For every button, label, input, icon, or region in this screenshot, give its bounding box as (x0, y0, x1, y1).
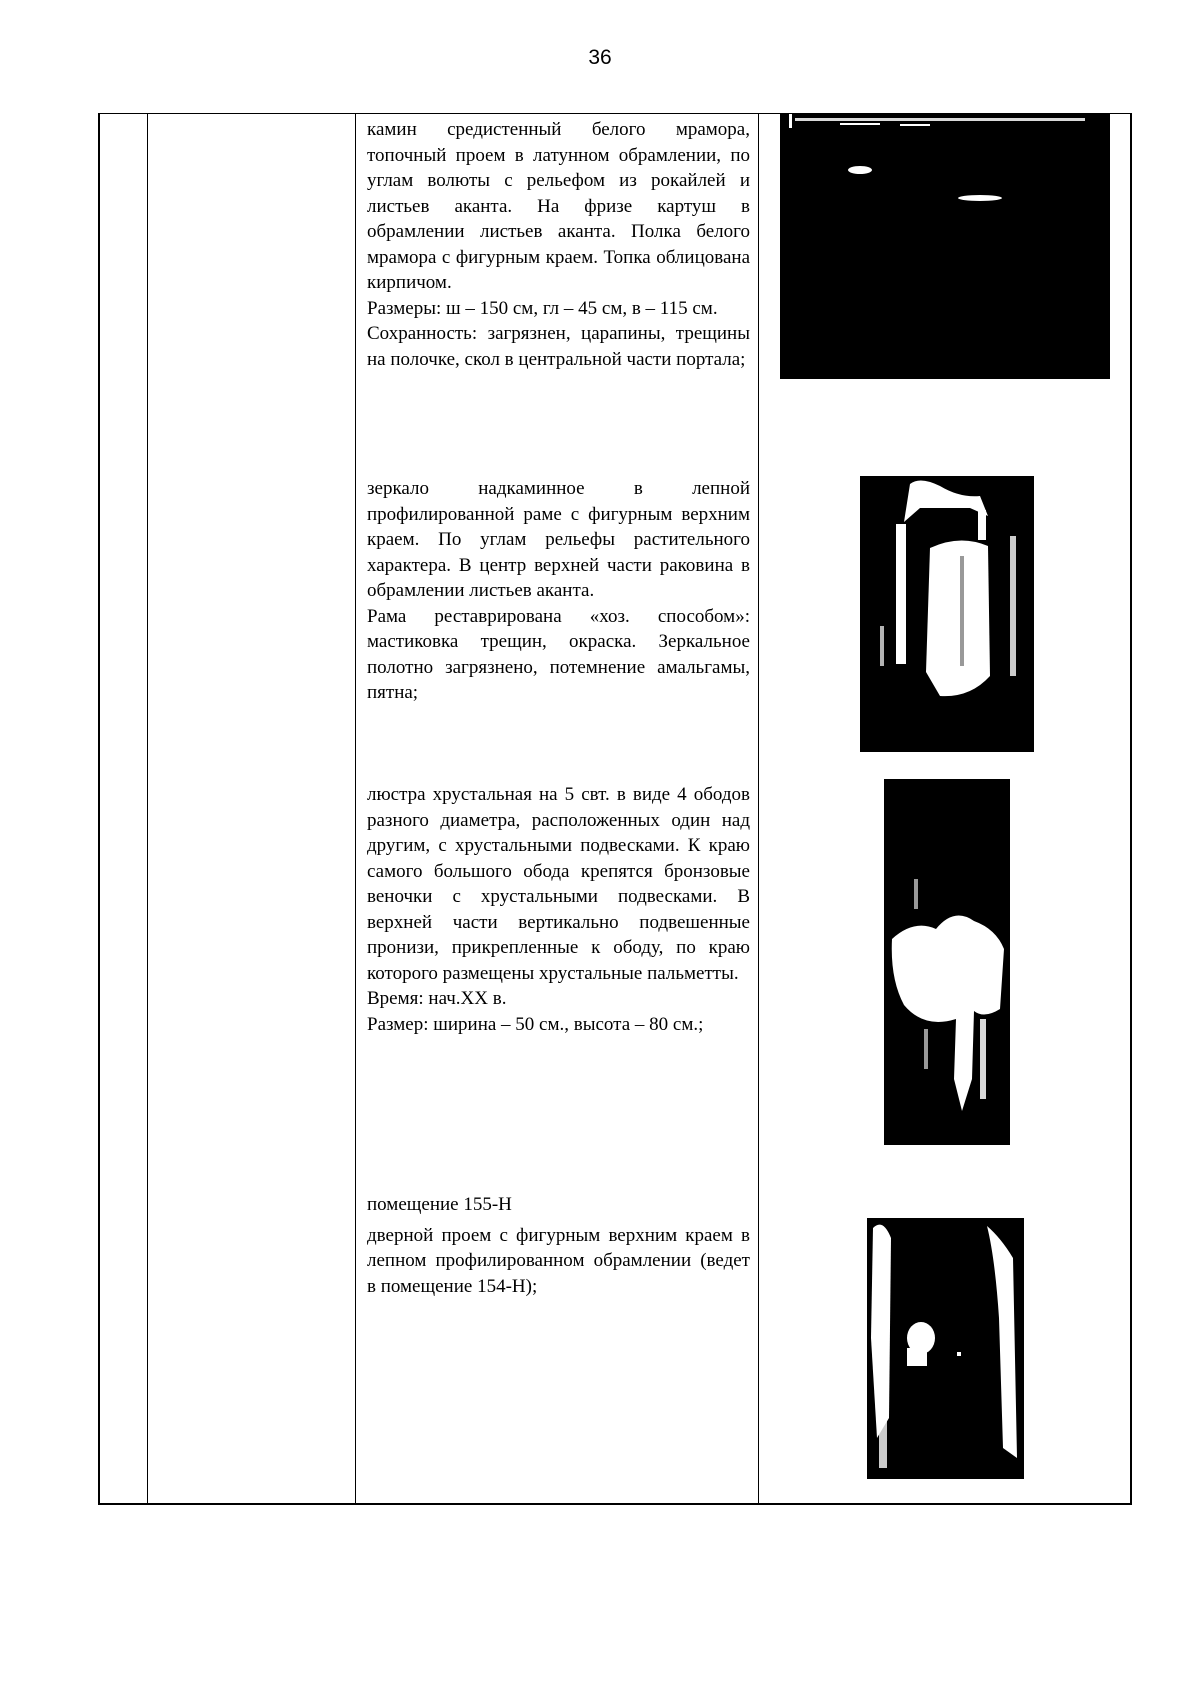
doorway-photo (867, 1218, 1024, 1479)
page-number: 36 (588, 46, 612, 69)
description-paragraph: Рама реставрирована «хоз. способом»: мастиковка трещин, окраска. Зеркальное полотно загрязнено, потемнение амальгамы, пятна; (367, 605, 750, 703)
table-border-left (98, 113, 100, 1505)
description-paragraph: камин средистенный белого мрамора, топочный проем в латунном обрамлении, по углам волюты с рельефом из рокайлей и листьев аканта. На фризе картуш в обрамлении листьев аканта. Полка белого мрамора с фигурным краем. Топка облицована кирпичом. (367, 119, 750, 293)
description-paragraph: Размеры: ш – 150 см, гл – 45 см, в – 115 см. (367, 297, 718, 319)
table-column-divider (758, 113, 759, 1505)
table-border-right (1130, 113, 1132, 1505)
entry-description (367, 476, 750, 706)
table-column-divider (147, 113, 148, 1505)
description-paragraph: дверной проем с фигурным верхним краем в лепном профилированном обрамлении (ведет в помещение 154-Н); (367, 1224, 750, 1297)
room-label: помещение 155-Н (367, 1194, 512, 1215)
entry-description (367, 782, 750, 1037)
chandelier-photo (884, 779, 1010, 1145)
fireplace-photo (780, 114, 1110, 379)
description-paragraph: Сохранность: загрязнен, царапины, трещины на полочке, скол в центральной части портала; (367, 323, 750, 370)
description-paragraph: люстра хрустальная на 5 свт. в виде 4 ободов разного диаметра, расположенных один над другим, с хрустальными подвесками. К краю самого большого обода крепятся бронзовые веночки с хрустальными подвесками. В верхней части вертикально подвешенные пронизи, прикрепленные к ободу, по краю которого размещены хрустальные пальметты. (367, 784, 750, 984)
description-paragraph: Время: нач.XX в. (367, 988, 507, 1009)
mirror-photo (860, 476, 1034, 752)
description-paragraph: зеркало надкаминное в лепной профилированной раме с фигурным верхним краем. По углам рельефы растительного характера. В центр верхней части раковина в обрамлении листьев аканта. (367, 478, 750, 601)
table-border-bottom (98, 1503, 1132, 1505)
table-column-divider (355, 113, 356, 1505)
description-paragraph: Размер: ширина – 50 см., высота – 80 см.; (367, 1013, 704, 1035)
entry-description (367, 117, 750, 372)
entry-description (367, 1192, 750, 1299)
